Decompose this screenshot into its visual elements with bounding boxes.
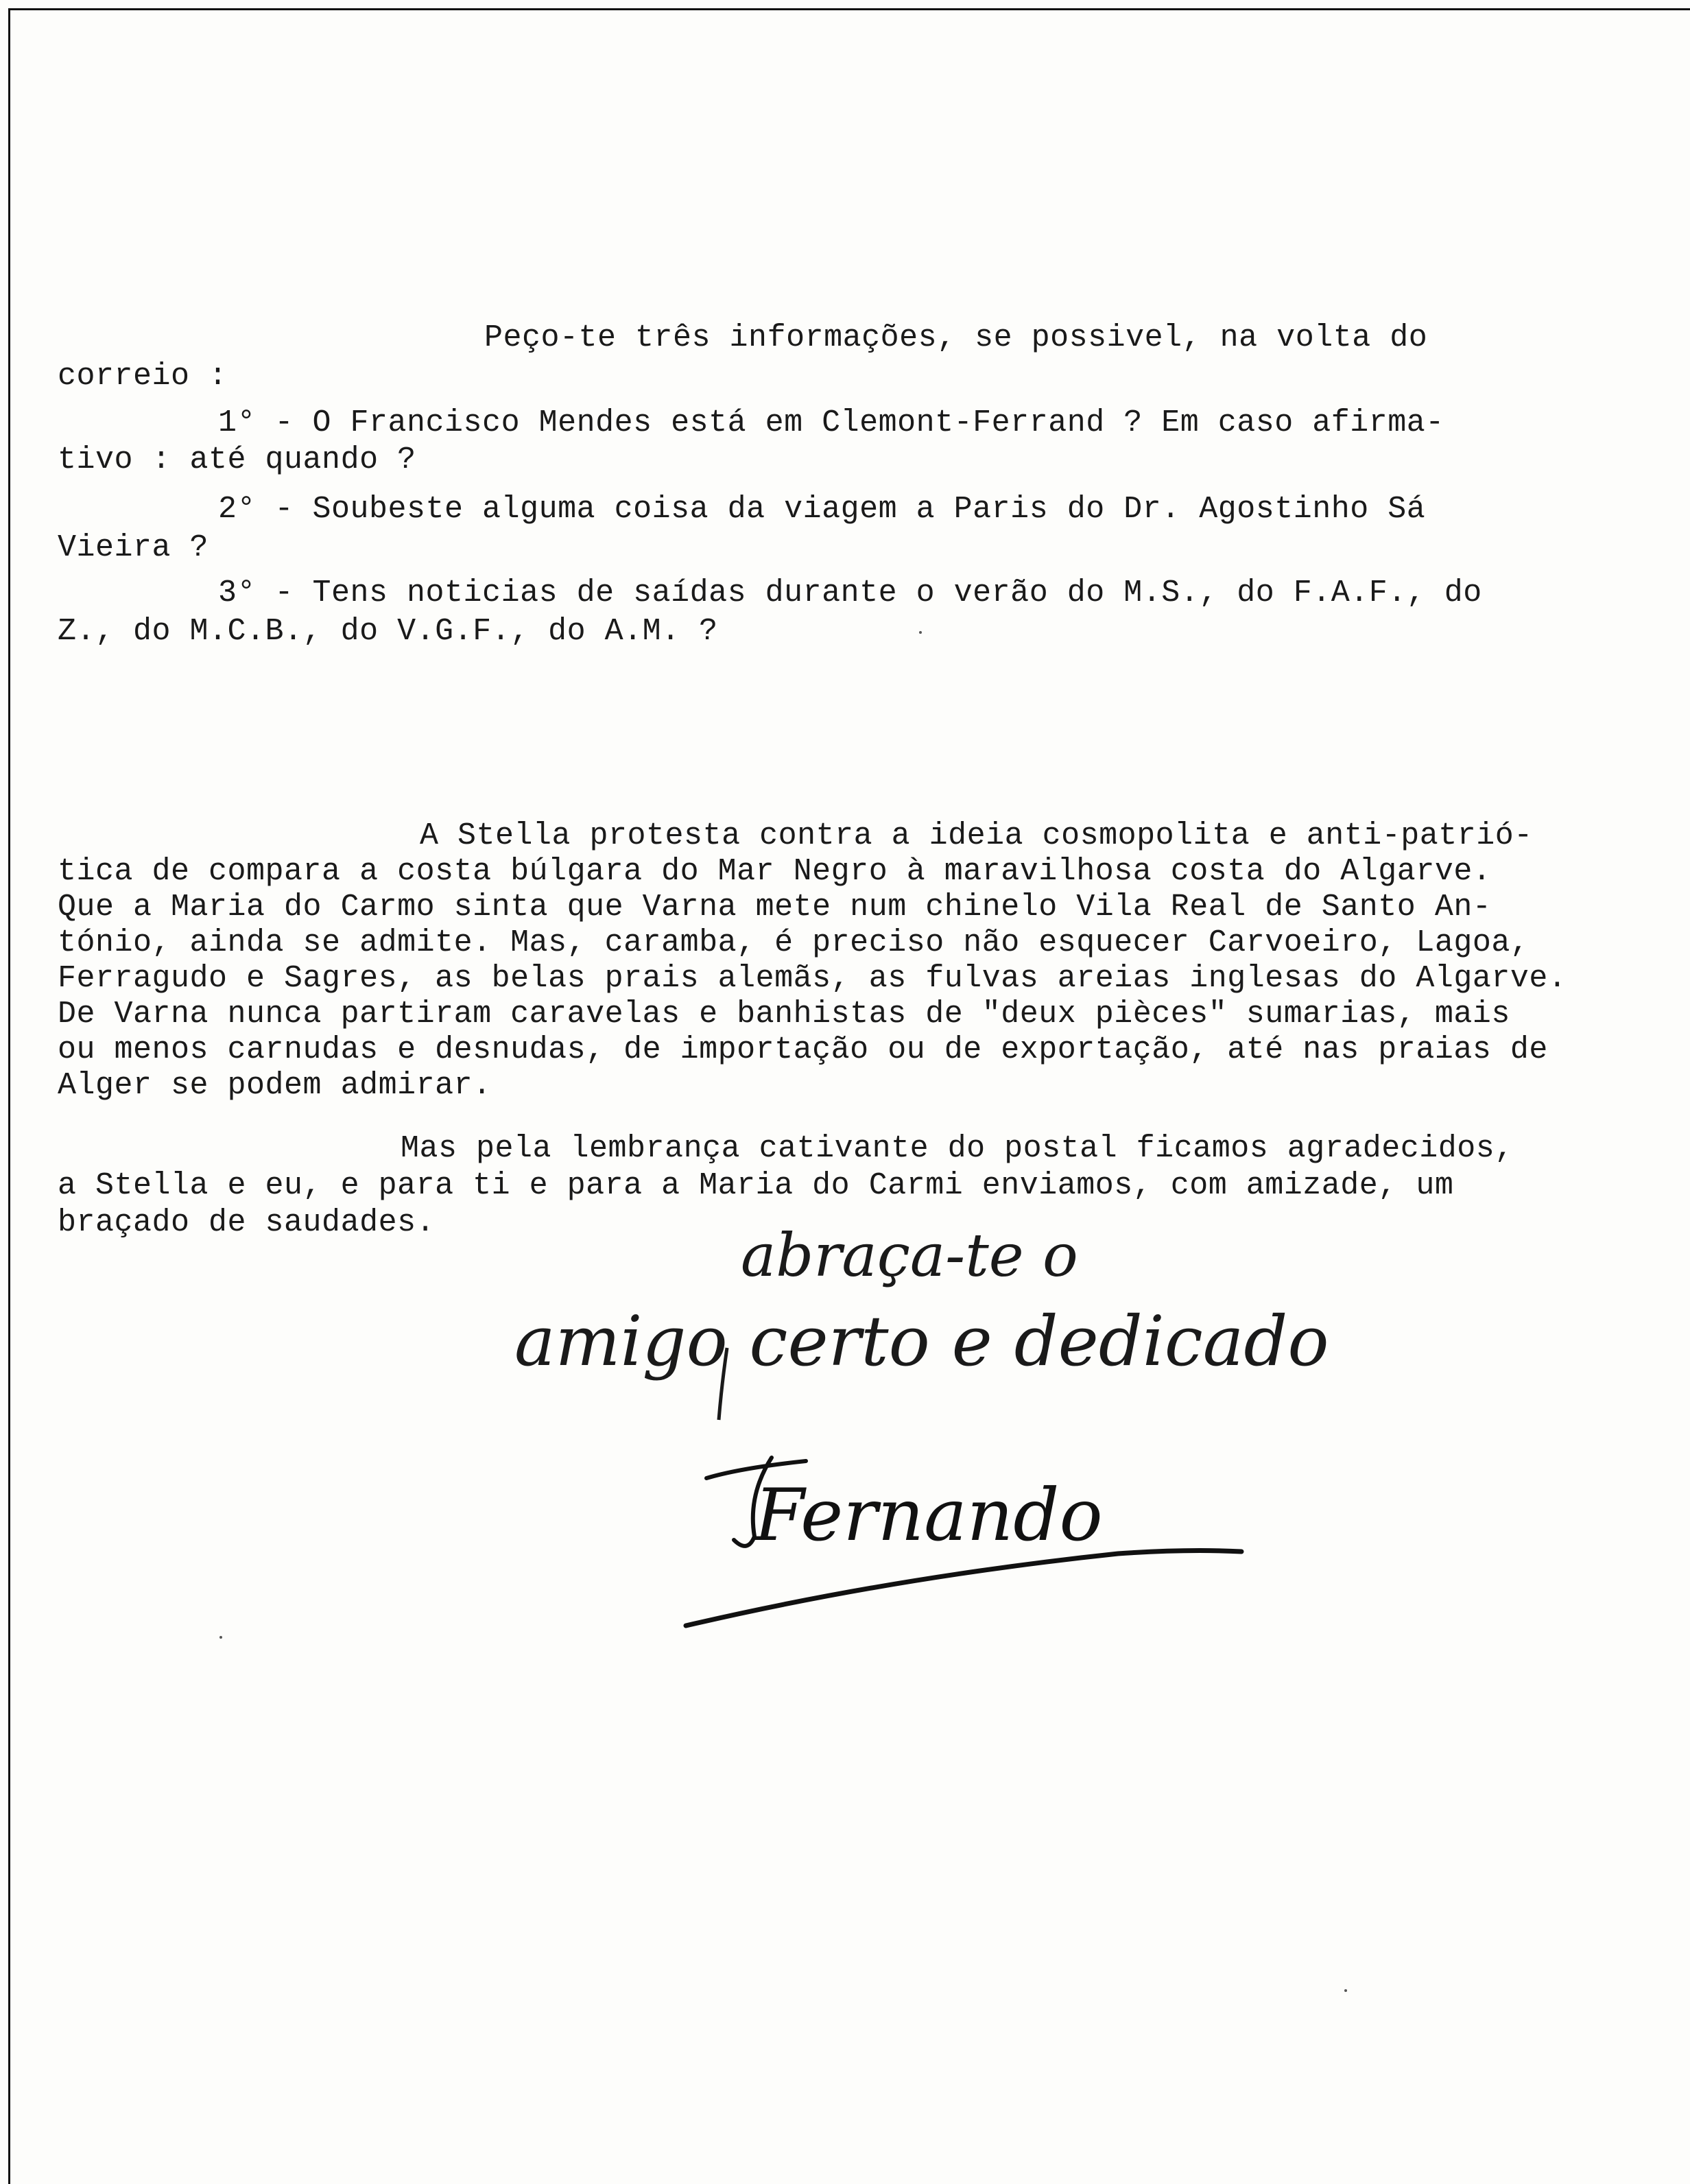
item2-line-1: 2° - Soubeste alguma coisa da viagem a Paris do Dr. Agostinho Sá: [218, 492, 1426, 527]
signature-name: Fernando: [754, 1473, 1103, 1557]
closing-line-1: abraça-te o: [741, 1222, 1078, 1290]
para2-line-8: Alger se podem admirar.: [58, 1068, 492, 1103]
para2-line-6: De Varna nunca partiram caravelas e banhistas de "deux pièces" sumarias, mais: [58, 997, 1510, 1032]
para2-line-4: tónio, ainda se admite. Mas, caramba, é preciso não esquecer Carvoeiro, Lagoa,: [58, 925, 1530, 960]
scan-speck: [219, 1636, 222, 1639]
para2-line-3: Que a Maria do Carmo sinta que Varna mete num chinelo Vila Real de Santo An-: [58, 890, 1492, 925]
item3-line-1: 3° - Tens noticias de saídas durante o verão do M.S., do F.A.F., do: [218, 575, 1482, 610]
scan-speck: [919, 631, 922, 634]
para2-line-1: A Stella protesta contra a ideia cosmopolita e anti-patrió-: [420, 818, 1533, 853]
item2-line-2: Vieira ?: [58, 530, 209, 565]
para2-line-7: ou menos carnudas e desnudas, de importação ou de exportação, até nas praias de: [58, 1032, 1548, 1067]
para3-line-3: braçado de saudades.: [58, 1205, 436, 1240]
para3-line-1: Mas pela lembrança cativante do postal ficamos agradecidos,: [401, 1131, 1514, 1166]
item3-line-2: Z., do M.C.B., do V.G.F., do A.M. ?: [58, 614, 718, 649]
para2-line-5: Ferragudo e Sagres, as belas prais alemãs, as fulvas areias inglesas do Algarve.: [58, 961, 1567, 996]
page-border-top: [8, 8, 1690, 10]
handwriting-stroke: [719, 1348, 727, 1420]
request-intro-line-2: correio :: [58, 359, 228, 394]
para3-line-2: a Stella e eu, e para ti e para a Maria do Carmi enviamos, com amizade, um: [58, 1168, 1454, 1203]
request-intro-line-1: Peço-te três informações, se possivel, na volta do: [484, 320, 1428, 355]
signature-flourish: [706, 1458, 806, 1546]
signature-underline: [686, 1551, 1241, 1626]
scan-speck: [1344, 1989, 1347, 1992]
item1-line-1: 1° - O Francisco Mendes está em Clemont-Ferrand ? Em caso afirma-: [218, 405, 1444, 440]
para2-line-2: tica de compara a costa búlgara do Mar Negro à maravilhosa costa do Algarve.: [58, 854, 1492, 889]
item1-line-2: tivo : até quando ?: [58, 442, 416, 477]
page-border-left: [8, 8, 10, 2184]
closing-line-2: amigo certo e dedicado: [514, 1301, 1329, 1381]
